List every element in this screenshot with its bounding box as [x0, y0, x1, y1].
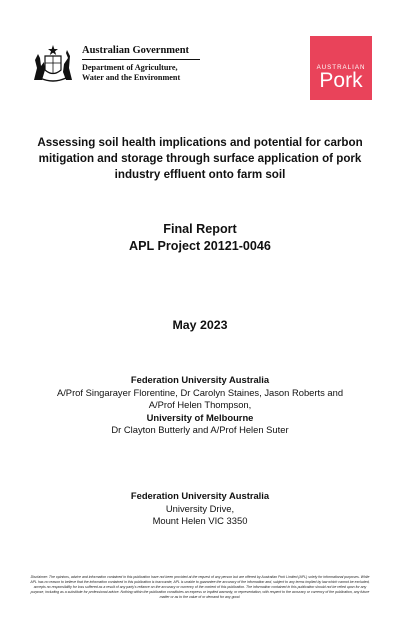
- address-org: Federation University Australia: [130, 490, 270, 501]
- title-line-1: Assessing soil health implications and potential for carbon: [37, 136, 363, 149]
- address-block: [20, 490, 380, 528]
- title-line-3: industry effluent onto farm soil: [114, 168, 286, 181]
- project-number: APL Project 20121-0046: [129, 239, 271, 253]
- report-label-block: [20, 221, 380, 255]
- affiliation-org-1: Federation University Australia: [130, 374, 270, 385]
- department-line-2: Water and the Environment: [82, 73, 181, 82]
- government-wordmark: [82, 45, 200, 83]
- disclaimer-text: Disclaimer: The opinions, advice and information contained in this publication have not been provided at the request of any person but are offered by Australian Pork Limited (APL) solely for informational purposes. While APL has no reason to believe that the information contained in this publication is inaccurate, APL is unable to guarantee the accuracy of the information and, subject to any terms implied by law which cannot be excluded, accepts no responsibility for loss suffered as a result of any party's reliance on the accuracy or currency of the content of this publication. The information contained in this publication should not be relied upon for any purpose, including as a substitute for professional advice. Nothing within the publication constitutes an express or implied warranty, or representation, with respect to the accuracy or currency of the publication, any future matter or as to the value of or demand for any good.: [30, 575, 370, 599]
- address-street: University Drive,: [165, 502, 235, 514]
- title-line-2: mitigation and storage through surface application of pork: [38, 152, 362, 165]
- affiliation-org-2: University of Melbourne: [146, 411, 254, 423]
- report-label: Final Report: [163, 222, 237, 236]
- authors-1-line-1: A/Prof Singarayer Florentine, Dr Carolyn Staines, Jason Roberts and: [56, 386, 344, 398]
- coat-of-arms-icon: [30, 40, 76, 86]
- address-city: Mount Helen VIC 3350: [152, 515, 248, 526]
- report-date: May 2023: [172, 318, 228, 332]
- report-title: [20, 135, 380, 183]
- department-line-1: Department of Agriculture,: [82, 63, 178, 72]
- logo-divider: [82, 59, 200, 60]
- authors-2: Dr Clayton Butterly and A/Prof Helen Suter: [111, 424, 289, 435]
- pork-logo-small-text: AUSTRALIAN: [316, 64, 366, 71]
- australian-pork-logo: [310, 36, 372, 100]
- affiliations: [20, 374, 380, 437]
- government-name: Australian Government: [82, 45, 190, 56]
- australian-government-logo: [30, 40, 200, 90]
- authors-1-line-2: A/Prof Helen Thompson,: [148, 399, 252, 410]
- pork-logo-big-text: Pork: [319, 69, 363, 92]
